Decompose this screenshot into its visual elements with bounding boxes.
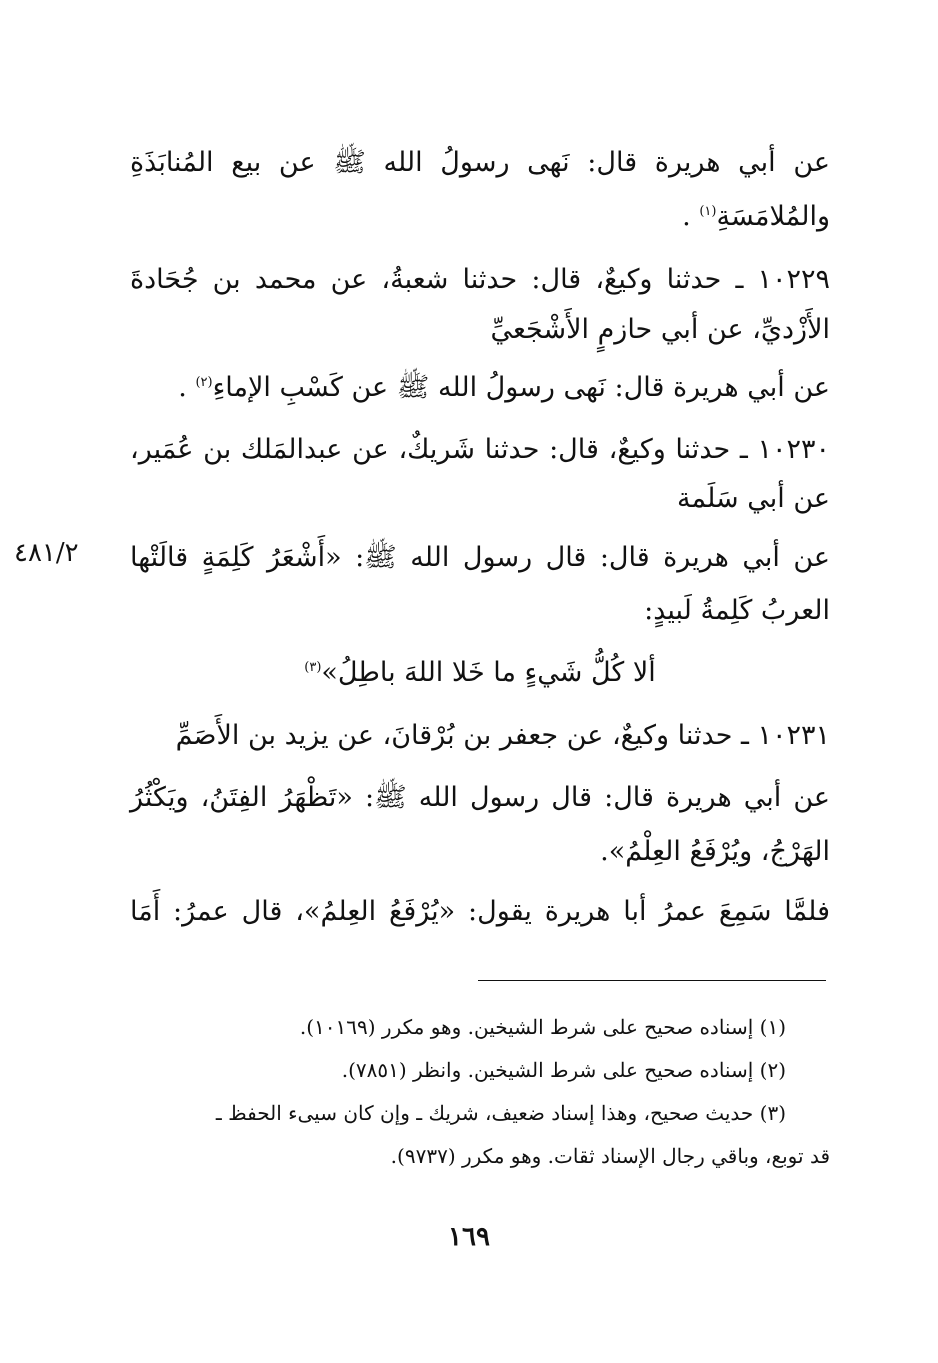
footnote-3: (٣) حديث صحيح، وهذا إسناد ضعيف، شريك ـ وإن كان سيىء الحفظ ـ — [215, 1101, 786, 1125]
footnote-3-continued: قد توبع، وباقي رجال الإسناد ثقات. وهو مكرر (٩٧٣٧). — [390, 1144, 830, 1168]
hadith-10231-isnad: ١٠٢٣١ ـ حدثنا وكيعٌ، عن جعفر بن بُرْقانَ، عن يزيد بن الأَصَمِّ — [175, 720, 830, 751]
text-line-7: عن أبي سَلَمة — [677, 483, 830, 514]
margin-reference: ٤٨١/٢ — [14, 538, 79, 568]
footnote-2: (٢) إسناده صحيح على شرط الشيخين. وانظر (٧٨٥١). — [341, 1058, 786, 1082]
text-line-9: العربُ كَلِمةُ لَبيدٍ: — [644, 595, 830, 626]
text-line-2: والمُلامَسَةِ$^{(١)}$ . — [682, 201, 830, 232]
footnote-1: (١) إسناده صحيح على شرط الشيخين. وهو مكرر (١٠١٦٩). — [299, 1015, 786, 1039]
text-line-14: فلمَّا سَمِعَ عمرُ أبا هريرة يقول: «يُرْفَعُ العِلمُ»، قال عمرُ: أَمَا — [130, 896, 830, 927]
footnote-ref-3: (٣) — [304, 660, 322, 675]
hadith-10229-isnad: ١٠٢٢٩ ـ حدثنا وكيعٌ، قال: حدثنا شعبةُ، عن محمد بن جُحَادةَ — [130, 264, 830, 295]
text-line-1: عن أبي هريرة قال: نَهى رسولُ الله ﷺ عن بيع المُنابَذَةِ — [130, 147, 830, 178]
text-line-12: عن أبي هريرة قال: قال رسول الله ﷺ: «تَظْهَرُ الفِتَنُ، ويَكْثُرُ — [130, 782, 830, 813]
text-line-5: عن أبي هريرة قال: نَهى رسولُ الله ﷺ عن كَسْبِ الإماءِ$^{(٢)}$ . — [178, 372, 830, 403]
hadith-10230-isnad: ١٠٢٣٠ ـ حدثنا وكيعٌ، قال: حدثنا شَريكٌ، عن عبدالمَلك بن عُمَير، — [130, 434, 830, 465]
footnote-ref-1: (١) — [699, 204, 717, 219]
text-line-4: الأَزْديِّ، عن أبي حازمٍ الأَشْجَعيِّ — [490, 314, 830, 345]
poem-verse: ألا كُلُّ شَيءٍ ما خَلا اللهَ باطِلُ»$^{(٣)}$ — [304, 657, 656, 688]
text-line-8: عن أبي هريرة قال: قال رسول الله ﷺ: «أَشْعَرُ كَلِمَةٍ قالَتْها — [130, 542, 830, 573]
footnote-ref-2: (٢) — [195, 375, 213, 390]
page-number: ١٦٩ — [448, 1222, 490, 1252]
footnote-separator — [478, 980, 826, 981]
text-line-13: الهَرْجُ، ويُرْفَعُ العِلْمُ». — [600, 836, 830, 867]
